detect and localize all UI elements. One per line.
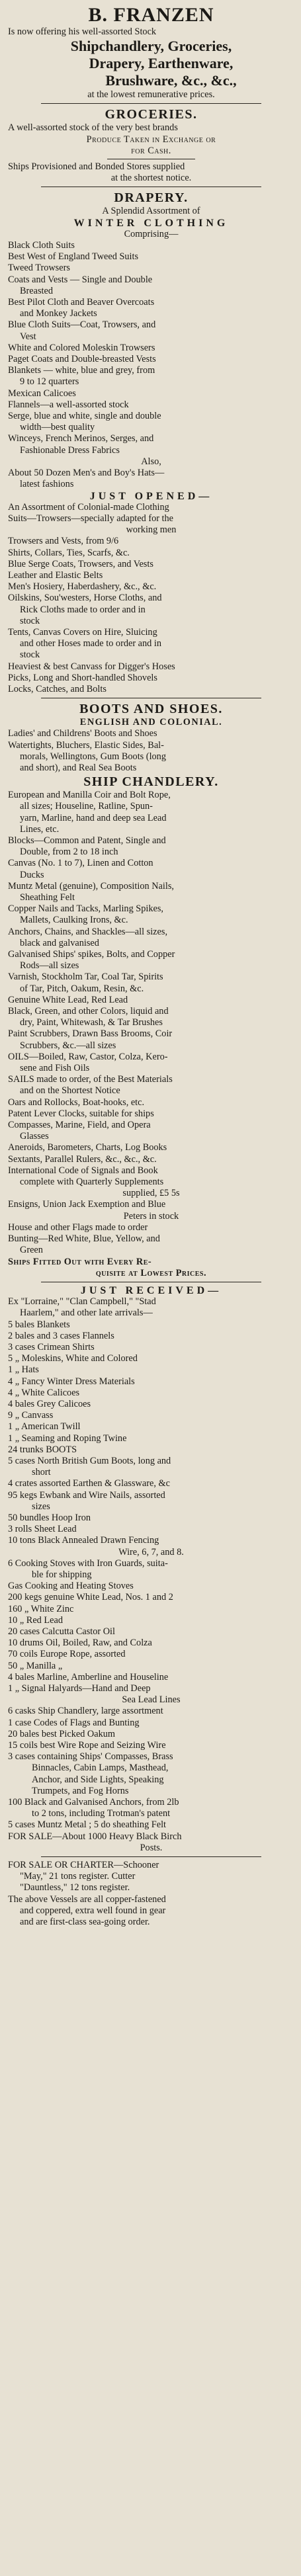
text-line: Double, from 2 to 18 inch [20,847,118,858]
text-line: sene and Fish Oils [20,1063,90,1074]
text-line: 5 „ Moleskins, White and Colored [8,1353,138,1364]
text-line: Mallets, Caulking Irons, &c. [20,915,128,926]
text-line: Locks, Catches, and Bolts [8,683,107,694]
text-line: of Tar, Pitch, Oakum, Resin, &c. [20,983,144,994]
text-line: Heaviest & best Canvass for Digger's Hoses [8,661,175,672]
text-line: FOR SALE OR CHARTER—Schooner [8,1860,159,1871]
text-line: Tents, Canvas Covers on Hire, Sluicing [8,626,157,638]
text-line: Gas Cooking and Heating Stoves [8,1581,134,1592]
text-line: 95 kegs Ewbank and Wire Nails, assorted [8,1489,165,1501]
text-line: 24 trunks BOOTS [8,1444,77,1455]
text-line: Suits—Trowsers—specially adapted for the [8,513,174,524]
text-line: A well-assorted stock of the very best brands [8,122,178,134]
just-opened-section [8,491,294,696]
text-line: Rods—all sizes [20,960,79,972]
text-line: Trumpets, and Fog Horns [32,1785,129,1796]
text-line: 20 bales best Picked Oakum [8,1728,115,1739]
text-line: About 50 Dozen Men's and Boy's Hats— [8,468,165,479]
text-line: morals, Wellingtons, Gum Boots (long [20,751,166,762]
text-line: Comprising— [124,228,179,239]
intro-block [8,26,294,101]
text-line: 3 cases containing Ships' Compasses, Brass [8,1751,173,1763]
text-line: A Splendid Assortment of [102,206,200,217]
text-line: Also, [141,456,161,467]
text-line: 1 case Codes of Flags and Bunting [8,1717,140,1728]
text-line: Patent Lever Clocks, suitable for ships [8,1108,154,1119]
text-line: 3 cases Crimean Shirts [8,1341,95,1352]
section-heading: JUST OPENED— [89,490,213,502]
text-line: Leather and Elastic Belts [8,569,103,581]
text-line: Paint Scrubbers, Drawn Bass Brooms, Coir [8,1028,173,1040]
text-line: The above Vessels are all copper-fastened [8,1893,166,1905]
intro-line: Is now offering his well-assorted Stock [8,26,157,37]
text-line: 70 coils Europe Rope, assorted [8,1649,126,1660]
text-line: "Dauntless," 12 tons register. [20,1882,130,1893]
text-line: 5 bales Blankets [8,1319,70,1330]
text-line: 10 tons Black Annealed Drawn Fencing [8,1535,159,1546]
text-line: black and galvanised [20,937,99,948]
text-line: 6 Cooking Stoves with Iron Guards, suita- [8,1558,168,1569]
text-line: 4 crates assorted Earthen & Glassware, &c [8,1478,170,1489]
text-line: Tweed Trowsers [8,263,70,274]
text-line: 10 „ Red Lead [8,1614,63,1626]
text-line: House and other Flags made to order [8,1222,148,1233]
text-line: latest fashions [20,479,74,490]
text-line: Blocks—Common and Patent, Single and [8,835,166,846]
section-heading: BOOTS AND SHOES. [79,702,223,717]
text-line: Scrubbers, &c.—all sizes [20,1040,116,1051]
text-line: Ducks [20,869,44,880]
text-line: 100 Black and Galvanised Anchors, from 2lb [8,1797,179,1808]
text-line: Posts. [140,1842,163,1853]
text-line: short [32,1467,51,1478]
text-line: Vest [20,331,36,342]
text-line: 1 „ American Twill [8,1421,81,1433]
text-line: WINTER CLOTHING [73,217,229,229]
text-line: Blue Cloth Suits—Coat, Trowsers, and [8,319,156,331]
text-line: Oilskins, Sou'westers, Horse Cloths, and [8,593,162,604]
text-line: Coats and Vests — Single and Double [8,274,153,285]
groceries-section [8,106,294,184]
text-line: Compasses, Marine, Field, and Opera [8,1120,151,1131]
text-line: Galvanised Ships' spikes, Bolts, and Copper [8,949,175,960]
text-line: Black, Green, and other Colors, liquid and [8,1006,169,1017]
text-line: Winceys, French Merinos, Serges, and [8,433,154,444]
text-line: Produce Taken in Exchange or [86,134,216,145]
text-line: 9 „ Canvass [8,1410,54,1421]
section-heading: GROCERIES. [105,107,198,122]
text-line: Flannels—a well-assorted stock [8,399,129,410]
text-line: An Assortment of Colonial-made Clothing [8,501,169,513]
text-line: Anchors, Chains, and Shackles—all sizes, [8,926,168,937]
text-line: Ships Provisioned and Bonded Stores supplied [8,161,185,173]
text-line: and coppered, extra well found in gear [20,1905,166,1916]
text-line: complete with Quarterly Supplements [20,1177,164,1188]
text-line: "May," 21 tons register. Cutter [20,1871,136,1882]
text-line: White and Colored Moleskin Trowsers [8,342,155,353]
text-line: 9 to 12 quarters [20,376,79,388]
text-line: and on the Shortest Notice [20,1085,120,1097]
text-line: Fashionable Dress Fabrics [20,444,120,456]
text-line: Paget Coats and Double-breasted Vests [8,354,156,365]
text-line: Varnish, Stockholm Tar, Coal Tar, Spirits [8,972,163,983]
text-line: Sea Lead Lines [122,1694,181,1706]
section-heading: DRAPERY. [114,190,189,206]
text-line: Best Pilot Cloth and Beaver Overcoats [8,297,155,308]
chandlery-section [8,774,294,1256]
text-line: Canvas (No. 1 to 7), Linen and Cotton [8,858,153,869]
text-line: Black Cloth Suits [8,240,75,251]
text-line: dry, Paint, Whitewash, & Tar Brushes [20,1017,163,1028]
text-line: all sizes; Houseline, Ratline, Spun- [20,801,153,812]
text-line: Sheathing Felt [20,892,75,903]
charter-notice [8,1860,294,1928]
text-line: supplied, £5 5s [122,1188,180,1199]
text-line: Blankets — white, blue and grey, from [8,365,155,376]
text-line: 3 rolls Sheet Lead [8,1524,77,1535]
text-line: Genuine White Lead, Red Lead [8,994,128,1005]
text-line: Aneroids, Barometers, Charts, Log Books [8,1142,167,1153]
text-line: Lines, etc. [20,823,60,835]
text-line: 1 „ Signal Halyards—Hand and Deep [8,1683,151,1694]
text-line: ble for shipping [32,1569,92,1580]
intro-line: at the lowest remunerative prices. [87,89,215,101]
text-line: 4 „ Fancy Winter Dress Materials [8,1376,135,1387]
text-line: Watertights, Bluchers, Elastic Sides, Bal- [8,739,164,751]
text-line: 20 cases Calcutta Castor Oil [8,1626,115,1637]
text-line: 1 „ Seaming and Roping Twine [8,1433,127,1444]
boots-section [8,701,294,774]
text-line: and other Hoses made to order and in [20,638,161,649]
text-line: 15 coils best Wire Rope and Seizing Wire [8,1740,166,1751]
text-line: European and Manilla Coir and Bolt Rope, [8,790,171,801]
text-line: Oars and Rollocks, Boat-hooks, etc. [8,1097,145,1108]
text-line: Ex "Lorraine," "Clan Campbell," "Stad [8,1296,156,1308]
text-line: Ensigns, Union Jack Exemption and Blue [8,1199,166,1210]
text-line: Binnacles, Cabin Lamps, Masthead, [32,1763,169,1774]
text-line: width—best quality [20,422,95,433]
text-line: 1 „ Hats [8,1364,39,1376]
text-line: 50 „ Manilla „ [8,1660,63,1671]
text-line: sizes [32,1501,50,1512]
text-line: stock [20,615,40,626]
text-line: working men [126,524,177,536]
text-line: 4 bales Grey Calicoes [8,1398,91,1409]
text-line: Rick Cloths made to order and in [20,604,146,615]
intro-line: Brushware, &c., &c., [105,72,237,89]
just-received-section [8,1285,294,1854]
section-heading: SHIP CHANDLERY. [83,774,219,790]
text-line: 200 kegs genuine White Lead, Nos. 1 and 2 [8,1592,173,1603]
text-line: 5 cases Muntz Metal ; 5 do sheathing Felt [8,1819,167,1831]
text-line: and are first-class sea-going order. [20,1917,150,1928]
text-line: quisite at Lowest Prices. [95,1267,207,1278]
intro-line: Shipchandlery, Groceries, [70,38,232,55]
text-line: Mexican Calicoes [8,388,76,399]
text-line: Shirts, Collars, Ties, Scarfs, &c. [8,547,130,558]
text-line: 5 cases North British Gum Boots, long and [8,1455,171,1466]
text-line: Blue Serge Coats, Trowsers, and Vests [8,558,153,569]
text-line: FOR SALE—About 1000 Heavy Black Birch [8,1831,182,1842]
text-line: 6 casks Ship Chandlery, large assortment [8,1706,163,1717]
section-heading: JUST RECEIVED— [80,1284,222,1296]
divider [41,103,261,104]
text-line: SAILS made to order, of the Best Materials [8,1074,173,1085]
text-line: Men's Hosiery, Haberdashery, &c., &c. [8,581,157,593]
fitted-out-notice [8,1257,294,1279]
text-line: Copper Nails and Tacks, Marling Spikes, [8,903,163,915]
text-line: International Code of Signals and Book [8,1165,158,1176]
text-line: Glasses [20,1131,49,1142]
text-line: Anchor, and Side Lights, Speaking [32,1774,164,1785]
text-line: 2 bales and 3 cases Flannels [8,1330,114,1341]
text-line: Ladies' and Childrens' Boots and Shoes [8,728,157,739]
text-line: 10 drums Oil, Boiled, Raw, and Colza [8,1638,152,1649]
text-line: and Monkey Jackets [20,308,97,319]
section-subheading: ENGLISH AND COLONIAL. [79,717,223,728]
merchant-name: B. FRANZEN [88,4,214,26]
text-line: 160 „ White Zinc [8,1603,74,1614]
text-line: Muntz Metal (genuine), Composition Nails, [8,880,174,892]
text-line: Serge, blue and white, single and double [8,411,161,422]
text-line: yarn, Marline, hand and deep sea Lead [20,812,167,823]
text-line: 50 bundles Hoop Iron [8,1512,91,1523]
text-line: Trowsers and Vests, from 9/6 [8,536,119,547]
text-line: OILS—Boiled, Raw, Castor, Colza, Kero- [8,1051,168,1062]
text-line: and short), and Real Sea Boots [20,762,137,773]
intro-line: Drapery, Earthenware, [89,55,234,72]
text-line: to 2 tons, including Trotman's patent [32,1808,171,1819]
text-line: Green [20,1245,43,1256]
text-line: Peters in stock [123,1210,179,1222]
text-line: Sextants, Parallel Rulers, &c., &c., &c. [8,1153,157,1165]
text-line: Haarlem," and other late arrivals— [20,1308,153,1319]
text-line: 4 „ White Calicoes [8,1387,80,1398]
text-line: stock [20,649,40,661]
text-line: Picks, Long and Short-handled Shovels [8,672,157,683]
text-line: Best West of England Tweed Suits [8,251,139,263]
text-line: Wire, 6, 7, and 8. [118,1546,184,1558]
text-line: Bunting—Red White, Blue, Yellow, and [8,1233,160,1245]
text-line: for Cash. [131,145,171,156]
divider [41,1856,261,1857]
text-line: at the shortest notice. [110,173,192,184]
text-line: 4 bales Marline, Amberline and Houseline [8,1671,169,1683]
drapery-section [8,190,294,490]
text-line: Ships Fitted Out with Every Re- [8,1256,152,1267]
text-line: Breasted [20,285,54,296]
